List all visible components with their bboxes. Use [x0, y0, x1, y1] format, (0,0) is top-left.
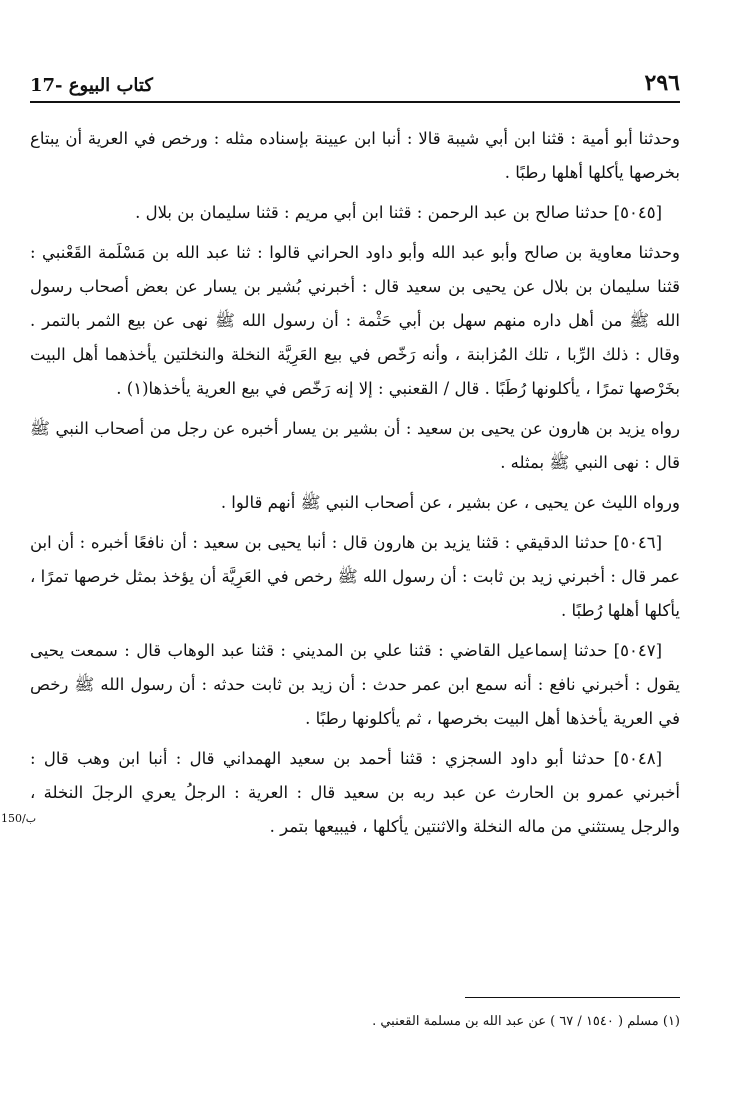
hadith-paragraph: [٥٠٤٦] حدثنا الدقيقي : قثنا يزيد بن هارون قال : أنبا يحيى بن سعيد : أن نافعًا أخبره : أن ابن عمر قال : أخبرني زيد بن ثابت : أن رسول الله ﷺ رخص في العَرِيَّة أن يؤخذ بمثل خرصها تمرًا ، يأكلها أهلها رُطبًا .: [30, 533, 680, 620]
hadith-paragraph: [٥٠٤٥] حدثنا صالح بن عبد الرحمن : قثنا ابن أبي مريم : قثنا سليمان بن بلال .: [135, 203, 662, 222]
hadith-paragraph: [٥٠٤٨] حدثنا أبو داود السجزي : قثنا أحمد بن سعيد الهمداني قال : أنبا ابن وهب قال : أخبرني عمرو بن الحارث عن عبد ربه بن سعيد قال : العرية : الرجلُ يعري الرجلَ النخلة ، والرجل يستثني من ماله النخلة والاثنتين يأكلها ، فيبيعها بتمر .: [30, 749, 680, 836]
hadith-paragraph: رواه يزيد بن هارون عن يحيى بن سعيد : أن بشير بن يسار أخبره عن رجل من أصحاب النبي ﷺ قال : نهى النبي ﷺ بمثله .: [30, 419, 680, 472]
hadith-paragraph: ورواه الليث عن يحيى ، عن بشير ، عن أصحاب النبي ﷺ أنهم قالوا .: [220, 493, 680, 512]
page-number: ٢٩٦: [644, 70, 680, 96]
page-body: [30, 122, 680, 850]
hadith-paragraph: [٥٠٤٧] حدثنا إسماعيل القاضي : قثنا علي بن المديني : قثنا عبد الوهاب قال : سمعت يحيى يقول : أخبرني نافع : أنه سمع ابن عمر حدث : أن زيد بن ثابت حدثه : أن رسول الله ﷺ رخص في العرية يأخذها أهل البيت بخرصها ، ثم يأكلونها رطبًا .: [30, 641, 680, 728]
page-header: [30, 62, 680, 96]
hadith-paragraph: وحدثنا معاوية بن صالح وأبو عبد الله وأبو داود الحراني قالوا : ثنا عبد الله بن مَسْلَمة القَعْنبي : قثنا سليمان بن بلال عن يحيى بن سعيد قال : أخبرني بُشير بن يسار عن بعض أصحاب رسول الله ﷺ من أهل داره منهم سهل بن أبي حَثْمة : أن رسول الله ﷺ نهى عن بيع الثمر بالتمر . وقال : ذلك الرِّبا ، تلك المُزابنة ، وأنه رَخّص في بيع العَرِيَّة النخلة والنخلتين يأخذهما أهل البيت بخَرْصها تمرًا ، يأكلونها رُطَبًا . قال / القعنبي : إلا إنه رَخّص في بيع العرية يأخذها(١) .: [30, 243, 680, 398]
header-rule: [30, 101, 680, 103]
hadith-paragraph: وحدثنا أبو أمية : قثنا ابن أبي شيبة قالا : أنبا ابن عيينة بإسناده مثله : ورخص في العرية أن يبتاع بخرصها يأكلها أهلها رطبًا .: [30, 129, 680, 182]
footnote: (١) مسلم ( ١٥٤٠ / ٦٧ ) عن عبد الله بن مسلمة القعنبي .: [372, 1014, 680, 1029]
manuscript-folio-note: 150/ب: [1, 812, 37, 825]
chapter-title: 17- كتاب البيوع: [30, 75, 153, 96]
footnote-rule: [465, 997, 680, 998]
